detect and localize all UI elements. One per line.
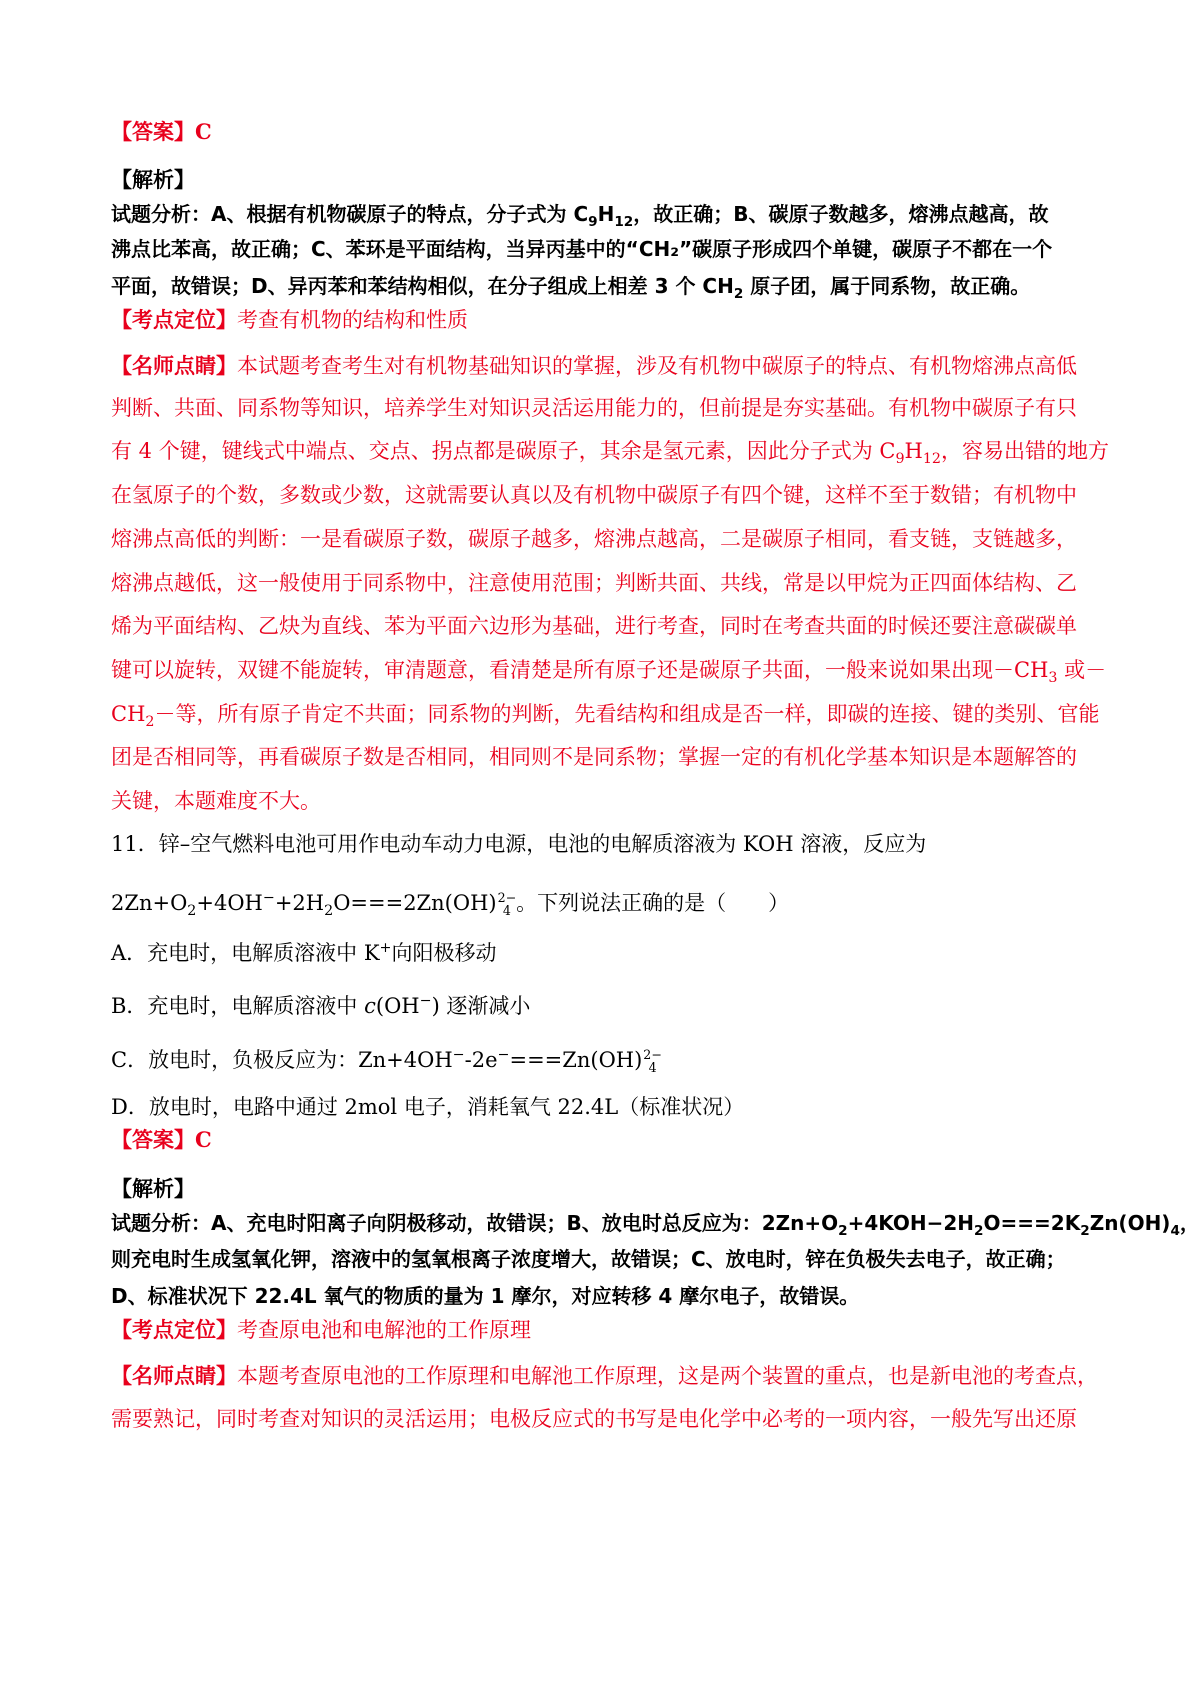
q10-mingshi-line-6: 熔沸点越低，这一般使用于同系物中，注意使用范围；判断共面、共线，常是以甲烷为正四面体结构、乙 <box>111 571 1077 595</box>
q10-mingshi-line-7: 烯为平面结构、乙炔为直线、苯为平面六边形为基础，进行考查，同时在考查共面的时候还要注意碳碳单 <box>111 614 1077 638</box>
kaodian-text: 考查原电池和电解池的工作原理 <box>237 1318 531 1342</box>
q10-mingshi-line-2: 判断、共面、同系物等知识，培养学生对知识灵活运用能力的，但前提是夯实基础。有机物中碳原子有只 <box>111 396 1077 420</box>
q11-mingshi-line-2: 需要熟记，同时考查对知识的灵活运用；电极反应式的书写是电化学中必考的一项内容，一般先写出还原 <box>111 1407 1077 1431</box>
q10-mingshi-line-4: 在氢原子的个数，多数或少数，这就需要认真以及有机物中碳原子有四个键，这样不至于数错；有机物中 <box>111 483 1077 507</box>
q10-answer <box>111 117 212 147</box>
q10-mingshi-line-3: 有 4 个键，键线式中端点、交点、拐点都是碳原子，其余是氢元素，因此分子式为 $C_9H_{12}$，容易出错的地方 <box>111 439 1110 467</box>
q10-analysis-line-1: 试题分析：A、根据有机物碳原子的特点，分子式为 $C_9H_{12}$，故正确；B、碳原子数越多，熔沸点越高，故 <box>111 202 1049 230</box>
q11-mingshi-line-1: 【名师点睛】本题考查原电池的工作原理和电解池工作原理，这是两个装置的重点，也是新电池的考查点， <box>111 1363 1098 1388</box>
q11-option-a: A．充电时，电解质溶液中 K+向阳极移动 <box>111 940 497 965</box>
q10-analysis-label: 【解析】 <box>111 167 195 192</box>
q11-option-b: B．充电时，电解质溶液中 c(OH−) 逐渐减小 <box>111 993 531 1018</box>
kaodian-label: 【考点定位】 <box>111 307 237 332</box>
q10-mingshi-line-8: 键可以旋转，双键不能旋转，审清题意，看清楚是所有原子还是碳原子共面，一般来说如果出现$-CH_3$ 或－ <box>111 658 1107 686</box>
q11-analysis-line-1: 试题分析：A、充电时阳离子向阴极移动，故错误；B、放电时总反应为：$2Zn+O_2+4KOH-2H_2O===2K_2Zn(OH)_4$， <box>111 1211 1200 1239</box>
answer-label: 【答案】 <box>111 119 195 144</box>
q11-analysis-line-2: 则充电时生成氢氧化钾，溶液中的氢氧根离子浓度增大，故错误；C、放电时，锌在负极失去电子，故正确； <box>111 1247 1066 1271</box>
kaodian-text: 考查有机物的结构和性质 <box>237 308 468 332</box>
mingshi-label: 【名师点睛】 <box>111 1363 237 1388</box>
q10-kaodian <box>111 305 468 335</box>
q11-stem-line-2: $2Zn+O_2+4OH^-+2H_2O===2Zn(OH)$ 2− 4 。下列说法正确的是（ ） <box>111 890 790 919</box>
q11-analysis-line-3: D、标准状况下 22.4L 氧气的物质的量为 1 摩尔，对应转移 4 摩尔电子，故错误。 <box>111 1284 860 1308</box>
q10-mingshi-line-5: 熔沸点高低的判断：一是看碳原子数，碳原子越多，熔沸点越高，二是碳原子相同，看支链，支链越多， <box>111 527 1077 551</box>
q10-analysis-line-2: 沸点比苯高，故正确；C、苯环是平面结构，当异丙基中的“CH₂”碳原子形成四个单键，碳原子不都在一个 <box>111 237 1053 261</box>
answer-value: C <box>195 119 212 144</box>
q10-mingshi-line-10: 团是否相同等，再看碳原子数是否相同，相同则不是同系物；掌握一定的有机化学基本知识是本题解答的 <box>111 745 1077 769</box>
answer-value: C <box>195 1127 212 1152</box>
q10-mingshi-line-11: 关键，本题难度不大。 <box>111 789 321 813</box>
answer-label: 【答案】 <box>111 1127 195 1152</box>
q10-analysis-line-3: 平面，故错误；D、异丙苯和苯结构相似，在分子组成上相差 3 个 $CH_2$ 原子团，属于同系物，故正确。 <box>111 274 1031 302</box>
q11-answer <box>111 1125 212 1155</box>
mingshi-label: 【名师点睛】 <box>111 353 237 378</box>
q11-stem-line-1: 11．锌–空气燃料电池可用作电动车动力电源，电池的电解质溶液为 KOH 溶液，反应为 <box>111 832 927 856</box>
q11-analysis-label: 【解析】 <box>111 1176 195 1201</box>
q10-mingshi-line-9: $CH_2-$等，所有原子肯定不共面；同系物的判断，先看结构和组成是否一样，即碳的连接、键的类别、官能 <box>111 702 1100 730</box>
kaodian-label: 【考点定位】 <box>111 1317 237 1342</box>
q11-option-c: C．放电时，负极反应为：Zn+4OH−-2e−===Zn(OH) 2− 4 <box>111 1047 662 1076</box>
q10-mingshi-line-1: 【名师点睛】本试题考查考生对有机物基础知识的掌握，涉及有机物中碳原子的特点、有机物熔沸点高低 <box>111 353 1077 378</box>
q11-kaodian <box>111 1315 531 1345</box>
q11-option-d: D．放电时，电路中通过 2mol 电子，消耗氧气 22.4L（标准状况） <box>111 1095 745 1119</box>
